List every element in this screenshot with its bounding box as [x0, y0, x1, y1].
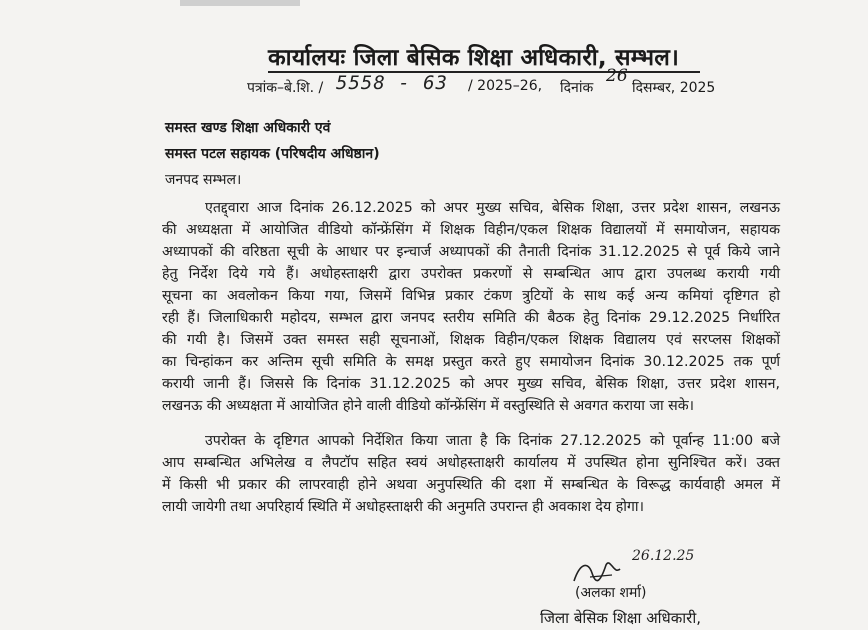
- signature-date-handwritten: 26.12.25: [632, 548, 695, 564]
- para1-line: रही हैं। जिलाधिकारी महोदय, सम्भल द्वारा जनपद स्तरीय समिति की बैठक हेतु दिनांक 29.12.2025 निर्धारित: [162, 310, 780, 326]
- addressee-line-1: समस्त खण्ड शिक्षा अधिकारी एवं: [165, 120, 331, 136]
- office-header: कार्यालयः जिला बेसिक शिक्षा अधिकारी, सम्भल।: [268, 45, 679, 71]
- para2-line: उपरोक्त के दृष्टिगत आपको निर्देशित किया जाता है कि दिनांक 27.12.2025 को पूर्वान्ह 11:00 बजे: [205, 433, 780, 449]
- para1-line: की गयी है। जिसमें उक्त समस्त सही सूचनाओं, शिक्षक विहीन/एकल शिक्षक विद्यालय एवं सरप्लस शिक्षकों: [162, 332, 780, 348]
- addressee-line-2: समस्त पटल सहायक (परिषदीय अधिष्ठान): [165, 146, 380, 162]
- addressee-line-3: जनपद सम्भल।: [165, 172, 242, 188]
- para1-line: अध्यापकों की वरिष्ठता सूची के आधार पर इन्चार्ज अध्यापकों की तैनाती दिनांक 31.12.2025 से पूर्व किये जाने: [162, 244, 780, 260]
- ref-session: / 2025–26,: [468, 78, 543, 94]
- para1-line: सूचना का अवलोकन किया गया, जिसमें विभिन्न प्रकार टंकण त्रुटियों के साथ कई अन्य कमियां दृष्टिगत हो: [162, 288, 780, 304]
- para1-line: करायी जानी हैं। जिससे कि दिनांक 31.12.2025 को अपर मुख्य सचिव, बेसिक शिक्षा, उत्तर प्रदेश शासन,: [162, 376, 780, 392]
- para2-line: लायी जायेगी तथा अपरिहार्य स्थिति में अधोहस्ताक्षरी की अनुमति उपरान्त ही अवकाश देय होगा।: [162, 499, 644, 515]
- para2-line: आप सम्बन्धित अभिलेख व लैपटॉप सहित स्वयं अधोहस्ताक्षरी कार्यालय में उपस्थित होना सुनिश्चित करें। उक्त: [162, 455, 780, 471]
- date-day-handwritten: 26: [606, 66, 628, 86]
- date-label: दिनांक: [560, 80, 594, 96]
- ref-label: पत्रांक–बे.शि. /: [247, 80, 324, 96]
- para1-line: की अध्यक्षता में आयोजित वीडियो कॉन्फ्रेंसिंग में शिक्षक विहीन/एकल शिक्षक विद्यालयों में समायोजन, सहायक: [162, 222, 780, 238]
- para2-line: में किसी भी प्रकार की लापरवाही होने अथवा अनुपस्थिति की दशा में सम्बन्धित के विरूद्ध कार्यवाही अमल में: [162, 477, 780, 493]
- date-rest: दिसम्बर, 2025: [632, 80, 716, 96]
- header-underline: [268, 71, 700, 73]
- para1-line: का चिन्हांकन कर अन्तिम सूची समिति के समक्ष प्रस्तुत करते हुए समायोजन दिनांक 30.12.2025 तक पूर्ण: [162, 354, 780, 370]
- signatory-title: जिला बेसिक शिक्षा अधिकारी,: [540, 609, 701, 627]
- signatory-name: (अलका शर्मा): [575, 585, 647, 601]
- scan-edge-artifact: [180, 0, 300, 6]
- para1-line: एतद्द्वारा आज दिनांक 26.12.2025 को अपर मुख्य सचिव, बेसिक शिक्षा, उत्तर प्रदेश शासन, लखनऊ: [205, 200, 780, 216]
- para1-line: हेतु निर्देश दिये गये हैं। अधोहस्ताक्षरी द्वारा उपरोक्त प्रकरणों से सम्बन्धित आप द्वारा उपलब्ध करायी गयी: [162, 266, 780, 282]
- ref-number-handwritten: 5558 - 63: [336, 72, 448, 94]
- para1-line: लखनऊ की अध्यक्षता में आयोजित होने वाली वीडियो कॉन्फ्रेंसिंग में वस्तुस्थिति से अवगत कराया जा सके।: [162, 398, 695, 414]
